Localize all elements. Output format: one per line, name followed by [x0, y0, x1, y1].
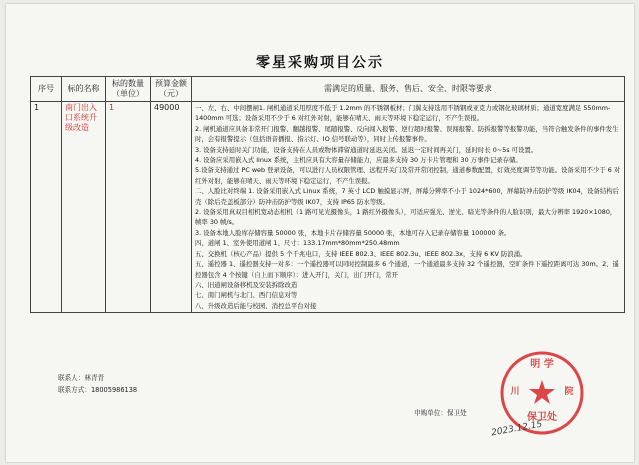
contact-phone: [58, 384, 137, 394]
purchasing-unit-label: 申购单位：: [414, 409, 447, 417]
svg-text:川: 川: [510, 387, 520, 397]
row-requirements: [192, 102, 625, 313]
svg-text:院: 院: [564, 387, 574, 397]
header-name: 标的名称: [62, 77, 106, 102]
requirement-line: 五、遥控器 1、遥控器支持一对多：一个遥控器可以同时控制最多 6 个通道，一个通道最多支持 32 个遥控器，空旷条件下遥控距离可达 30m。2、遥控器包含 4 个按键（自上而下顺序）：进入开门，关门，出门开门，常开: [195, 260, 619, 279]
contact-person: [58, 372, 104, 382]
purchasing-unit: [414, 407, 467, 417]
requirement-line: 五、交换机（核心产品）提供 5 个千兆电口，支持 IEEE 802.3、IEEE 802.3u、IEEE 802.3x，支持 6 KV 防浪涌。: [195, 249, 527, 258]
header-budget: 预算金额（元）: [151, 77, 192, 102]
page-title: 零星采购项目公示: [256, 55, 384, 71]
document-page: [6, 4, 634, 462]
contact-person-label: 联系人：: [58, 374, 85, 382]
header-requirements: 需满足的质量、服务、售后、安全、时限等要求: [192, 77, 625, 102]
row-budget: 49000: [151, 102, 192, 313]
requirement-line: 2. 闸机通道应具备非常开门报警、翻越报警、尾随报警、反向闯入报警、逆行超时报警、误闯报警、防拆报警等报警功能，当符合触发条件的事件发生时，会有报警提示（包括语音播报、指示灯、IO 信号联动等），同时上传报警事件。: [195, 124, 619, 144]
requirement-line: 5.设备支持通过 PC web 登录设备，可以进行人员权限管理、远程开关门及常开常闭控制，通道参数配置，灯效亮度调节等功能。设备采用不少于 6 对红外对射，能够在晴天、雨天等环境下稳定运行，不产生误报。: [195, 166, 621, 185]
procurement-table: [30, 76, 625, 313]
row-name: 南门出入口系统升级改造: [62, 102, 106, 313]
table-header-row: [31, 77, 625, 102]
row-index: 1: [31, 102, 62, 313]
requirement-line: 2. 设备采用真双目相机宽动态相机（1 路可见光摄像头，1 路红外摄像头），可适应强光、逆光、暗光等条件的人脸识别，最大分辨率 1920×1080，帧率 30 帧/s。: [195, 208, 617, 227]
requirement-line: 八、升级改造后能与校园、消控总平台对接: [195, 301, 317, 310]
requirement-line: 六、旧道闸设备移机及安装拆除改造: [195, 280, 298, 289]
requirement-line: 四、道闸 1、室外使用道闸 1、尺寸：133.17mm*80mm*250.48mm: [195, 239, 400, 248]
table-row: [31, 102, 625, 313]
row-qty: 1: [106, 102, 151, 313]
requirement-line: 4. 设备应采用嵌入式 linux 系统，主机应具有大容量存储能力，应最多支持 30 万卡片管理和 30 万事件记录存储。: [195, 156, 522, 165]
handwritten-date: 2023.12.15: [490, 419, 544, 439]
header-qty: 标的数量（单位）: [106, 77, 151, 102]
requirement-line: 一、左、右、中间摆闸1. 闸机通道采用厚度不低于 1.2mm 的不锈钢板材；门翼支持选用不锈钢或亚克力或钢化玻璃材质；通道宽度满足 550mm-1400mm 可选；设备采用不少于 6 对红外对射，能够在晴天、雨天等环境下稳定运行，不产生误报。: [195, 104, 611, 123]
requirement-line: 3. 设备本地人脸库存储容量 50000 张，本地卡片存储容量 50000 张，本地可存入记录存储容量 100000 条。: [195, 228, 511, 237]
contact-phone-number: 18005986138: [90, 386, 138, 394]
contact-phone-label: 联系方式：: [58, 386, 91, 394]
svg-text:保卫处: 保卫处: [527, 412, 557, 423]
header-index: 序号: [31, 77, 62, 102]
purchasing-unit-name: 保卫处: [446, 409, 467, 417]
svg-text:明 学: 明 学: [530, 359, 554, 370]
contact-person-name: 林青青: [84, 374, 105, 382]
requirement-line: 七、南门闸机与北门、西门信息对等: [195, 291, 298, 300]
requirement-line: 二、人脸比对终端 1. 设备采用嵌入式 Linux 系统，7 英寸 LCD 触摸显示屏，屏幕分辨率不小于 1024*600，屏幕防冲击防护等级 IK04，设备结构后壳（除后壳盖板部分）防冲击防护等级 IK07，支持 IP65 防水等级。: [195, 187, 620, 206]
requirement-line: 3. 设备支持延时关门功能，设备支持在人员或物体滞留通道时延迟关闭。延迟一定时间再关门，延时时长 0~5s 可设置。: [195, 145, 538, 154]
